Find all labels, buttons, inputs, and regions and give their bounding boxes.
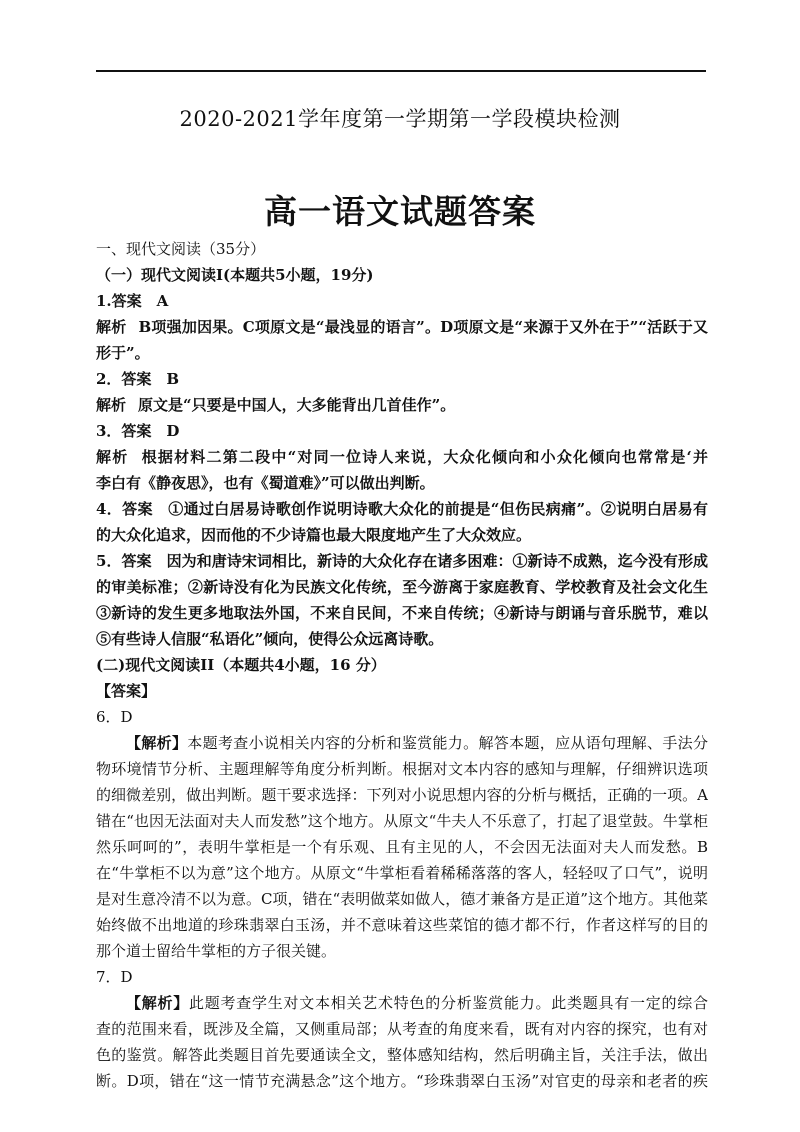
q5-answer-cont: ⑤有些诗人信服“私语化”倾向，使得公众远离诗歌。 (96, 630, 444, 648)
q6-analysis-line: 那个道士留给牛掌柜的方子很关键。 (96, 942, 337, 960)
answer-label: 【答案】 (96, 682, 157, 700)
q1-analysis-cont: 形于”。 (96, 344, 150, 362)
q4-answer: 4．答案 ①通过白居易诗歌创作说明诗歌大众化的前提是“但伤民病痛”。②说明白居易有 (96, 500, 708, 518)
q6-analysis-line: 是对生意冷清不以为意。C项，错在“表明做菜如做人，德才兼备方是正道”这个地方。其他菜 (96, 890, 708, 908)
q6-analysis-line: 始终做不出地道的珍珠翡翠白玉汤，并不意味着这些菜馆的德才都不行，作者这样写的目的 (96, 916, 708, 934)
q2-analysis (96, 392, 708, 418)
q6-analysis-line: 的细微差别，做出判断。题干要求选择：下列对小说思想内容的分析与概括，正确的一项。A (96, 786, 708, 804)
analysis-text: 此题考查学生对文本相关艺术特色的分析鉴赏能力。此类题具有一定的综合 (189, 994, 708, 1012)
q4-answer-cont: 的大众化追求，因而他的不少诗篇也最大限度地产生了大众效应。 (96, 526, 532, 544)
q5-answer-cont: ③新诗的发生更多地取法外国，不来自民间，不来自传统；④新诗与朗诵与音乐脱节，难以 (96, 604, 708, 622)
analysis-text: 根据材料二第二段中“对同一位诗人来说，大众化倾向和小众化倾向也常常是‘并 (140, 448, 708, 466)
analysis-tag: 【解析】 (126, 994, 189, 1012)
subsection-heading: (二)现代文阅读II（本题共4小题，16 分） (96, 656, 386, 674)
section-heading: 一、现代文阅读（35分） (96, 240, 266, 258)
q7-analysis-line: 色的鉴赏。解答此类题目首先要通读全文，整体感知结构，然后明确主旨，关注手法，做出 (96, 1046, 708, 1064)
analysis-tag: 【解析】 (126, 734, 188, 752)
q3-analysis (96, 444, 708, 470)
q1-answer: 1.答案 A (96, 292, 169, 310)
analysis-text: B项强加因果。C项原文是“最浅显的语言”。D项原文是“来源于又外在于”“活跃于又 (138, 318, 708, 336)
q6-analysis-line (96, 730, 708, 756)
q3-answer: 3．答案 D (96, 422, 180, 440)
q6-analysis-line: 错在“也因无法面对夫人而发愁”这个地方。从原文“牛夫人不乐意了，打起了退堂鼓。牛掌柜 (96, 812, 708, 830)
analysis-label: 解析 (96, 448, 129, 466)
q3-analysis-cont: 李白有《静夜思》，也有《蜀道难》”可以做出判断。 (96, 474, 435, 492)
analysis-text: 本题考查小说相关内容的分析和鉴赏能力。解答本题，应从语句理解、手法分 (187, 734, 708, 752)
answer-content (96, 236, 708, 1094)
q7-analysis-line (96, 990, 708, 1016)
q5-answer-cont: 的审美标准；②新诗没有化为民族文化传统，至今游离于家庭教育、学校教育及社会文化生 (96, 578, 708, 596)
q6-answer: 6．D (96, 708, 133, 726)
q6-analysis-line: 物环境情节分析、主题理解等角度分析判断。根据对文本内容的感知与理解，仔细辨识选项 (96, 760, 708, 778)
q7-analysis-line: 查的范围来看，既涉及全篇，又侧重局部；从考查的角度来看，既有对内容的探究，也有对 (96, 1020, 708, 1038)
q5-answer: 5．答案 因为和唐诗宋词相比，新诗的大众化存在诸多困难：①新诗不成熟，迄今没有形成 (96, 552, 708, 570)
q1-analysis (96, 314, 708, 340)
q7-analysis-line: 断。D项，错在“这一情节充满悬念”这个地方。“珍珠翡翠白玉汤”对官吏的母亲和老者的疾 (96, 1072, 708, 1090)
analysis-label: 解析 (96, 318, 127, 336)
q2-answer: 2．答案 B (96, 370, 180, 388)
q7-answer: 7．D (96, 968, 133, 986)
subsection-heading: （一）现代文阅读Ⅰ(本题共5小题，19分) (96, 266, 374, 284)
analysis-label: 解析 (96, 396, 127, 414)
analysis-text: 原文是“只要是中国人，大多能背出几首佳作”。 (138, 396, 456, 414)
exam-header: 2020-2021学年度第一学期第一学段模块检测 (179, 107, 621, 131)
page-title: 高一语文试题答案 (264, 192, 536, 231)
q6-analysis-line: 在“牛掌柜不以为意”这个地方。从原文“牛掌柜看着稀稀落落的客人，轻轻叹了口气”，说明 (96, 864, 708, 882)
top-rule (96, 70, 706, 72)
q6-analysis-line: 然乐呵呵的”，表明牛掌柜是一个有乐观、且有主见的人，不会因无法面对夫人而发愁。B (96, 838, 708, 856)
